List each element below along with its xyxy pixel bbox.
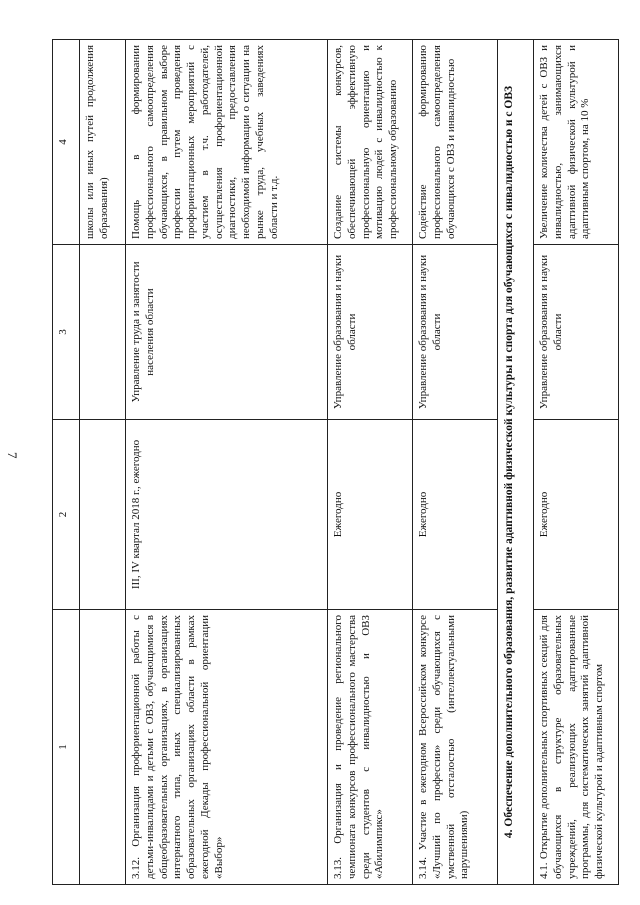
cell-measure <box>80 610 126 885</box>
cell-responsible: Управление образования и науки области <box>328 245 413 420</box>
rotated-page <box>52 40 617 885</box>
page-number: 7 <box>5 452 20 459</box>
cell-responsible: Управление труда и занятости населения области <box>126 245 328 420</box>
table-row <box>413 40 498 885</box>
header-col-3: 3 <box>53 245 80 420</box>
cell-deadline: III, IV квартал 2018 г., ежегодно <box>126 420 328 610</box>
cell-responsible: Управление образования и науки области <box>534 245 619 420</box>
table-row <box>126 40 328 885</box>
cell-responsible: Управление образования и науки области <box>413 245 498 420</box>
cell-result: Создание системы конкурсов, обеспечивающей эффективную профессиональную ориентацию и мотивацию людей с инвалидностью к профессиональному образованию <box>328 40 413 245</box>
cell-deadline: Ежегодно <box>534 420 619 610</box>
cell-measure: 3.14. Участие в ежегодном Всероссийском конкурсе «Лучший по профессии» среди обучающихся с умственной отсталостью (интеллектуальными нарушениями) <box>413 610 498 885</box>
cell-deadline: Ежегодно <box>413 420 498 610</box>
cell-measure: 3.12. Организация профориентационной работы с детьми-инвалидами и детьми с ОВЗ, обучающимися в общеобразовательных организациях, в организациях интернатного типа, иных специализированных образовательных организациях области в рамках ежегодной Декады профессиональной ориентации «Выбор» <box>126 610 328 885</box>
cell-result: Увеличение количества детей с ОВЗ и инвалидностью, занимающихся адаптивной физической культурой и адаптивным спортом, на 10 % <box>534 40 619 245</box>
cell-measure: 3.13. Организация и проведение регионального чемпионата конкурсов профессионального мастерства среди студентов с инвалидностью и ОВЗ «Абилимпикс» <box>328 610 413 885</box>
header-col-1: 1 <box>53 610 80 885</box>
measures-table <box>52 39 619 885</box>
cell-responsible <box>80 245 126 420</box>
header-col-4: 4 <box>53 40 80 245</box>
cell-result: Помощь в формировании профессионального самоопределения обучающихся, в правильном выборе профессии путем проведения профориентационных мероприятий с участием в т.ч. работодателей, осуществления профориентационной диагностики, предоставления необходимой информации о ситуации на рынке труда, учебных заведениях области и т.д. <box>126 40 328 245</box>
cell-result: школы или иных путей продолжения образования) <box>80 40 126 245</box>
cell-deadline: Ежегодно <box>328 420 413 610</box>
table-row <box>80 40 126 885</box>
table-row <box>534 40 619 885</box>
cell-measure: 4.1. Открытие дополнительных спортивных секций для обучающихся в структуре образовательных учреждений, реализующих адаптированные программы, для систематических занятий адаптивной физической культурой и адаптивным спортом <box>534 610 619 885</box>
section-4-title: 4. Обеспечение дополнительного образования, развитие адаптивной физической культуры и спорта для обучающихся с инвалидностью и с ОВЗ <box>498 40 534 885</box>
table-row <box>328 40 413 885</box>
section-header-row <box>498 40 534 885</box>
header-col-2: 2 <box>53 420 80 610</box>
cell-result: Содействие формированию профессионального самоопределения обучающихся с ОВЗ и инвалидностью <box>413 40 498 245</box>
cell-deadline <box>80 420 126 610</box>
header-row <box>53 40 80 885</box>
